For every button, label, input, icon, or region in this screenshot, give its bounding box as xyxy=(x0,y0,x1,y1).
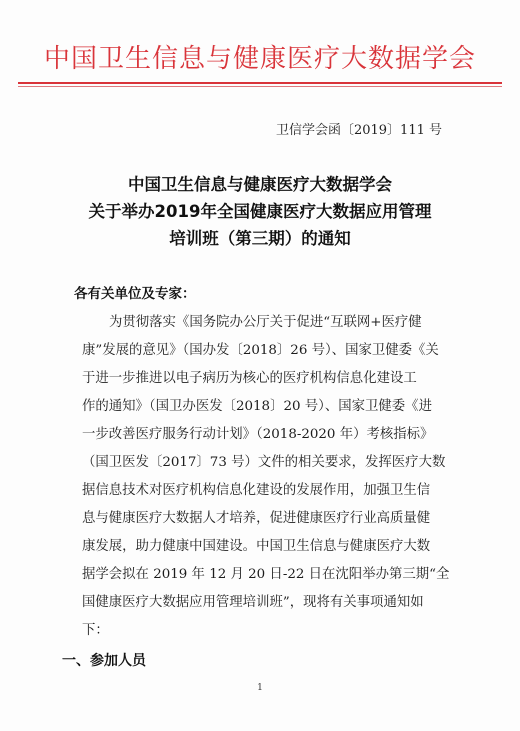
salutation: 各有关单位及专家： xyxy=(74,286,196,302)
body-line: 据学会拟在 2019 年 12 月 20 日-22 日在沈阳举办第三期“全 xyxy=(82,567,450,582)
body-line: 国健康医疗大数据应用管理培训班”，现将有关事项通知如 xyxy=(82,595,424,610)
title-line-1: 中国卫生信息与健康医疗大数据学会 xyxy=(128,175,392,194)
letterhead-rule xyxy=(18,82,502,84)
body-line: 息与健康医疗大数据人才培养，促进健康医疗行业高质量健 xyxy=(82,511,431,526)
document-number: 卫信学会函〔2019〕111 号 xyxy=(275,123,442,138)
title-line-2: 关于举办2019年全国健康医疗大数据应用管理 xyxy=(88,202,432,221)
page-number: 1 xyxy=(257,683,263,693)
body-line: 康”发展的意见》（国办发〔2018〕26 号）、国家卫健委《关 xyxy=(82,343,439,358)
body-line: 作的通知》（国卫办医发〔2018〕20 号）、国家卫健委《进 xyxy=(82,399,432,414)
title-line-3: 培训班（第三期）的通知 xyxy=(169,229,351,248)
section-heading: 一、参加人员 xyxy=(62,653,146,669)
letterhead-org-name: 中国卫生信息与健康医疗大数据学会 xyxy=(43,44,476,74)
body-line: 为贯彻落实《国务院办公厅关于促进“互联网+医疗健 xyxy=(109,315,422,330)
body-line: 于进一步推进以电子病历为核心的医疗机构信息化建设工 xyxy=(82,371,417,386)
body-line: 据信息技术对医疗机构信息化建设的发展作用，加强卫生信 xyxy=(82,483,431,498)
body-line: 康发展，助力健康中国建设。中国卫生信息与健康医疗大数 xyxy=(82,539,431,554)
body-line: 下： xyxy=(82,623,109,638)
letterhead-rule-thin xyxy=(18,86,502,87)
body-line: （国卫医发〔2017〕73 号）文件的相关要求，发挥医疗大数 xyxy=(82,455,446,470)
body-line: 一步改善医疗服务行动计划》（2018-2020 年）考核指标》 xyxy=(82,427,434,442)
